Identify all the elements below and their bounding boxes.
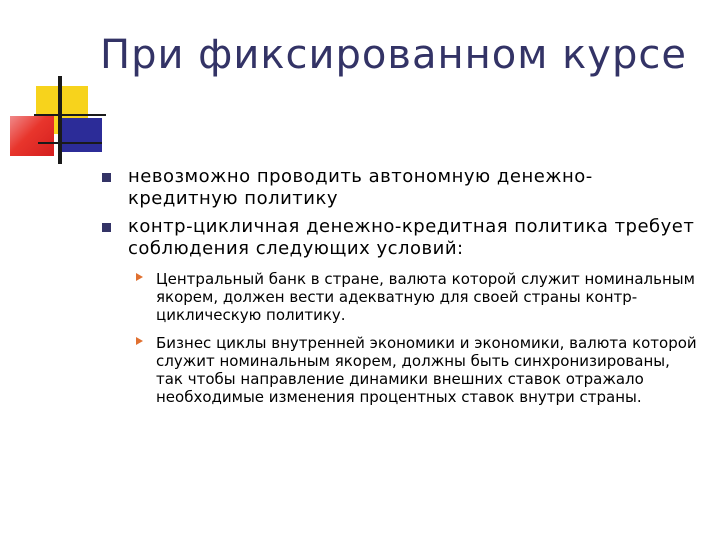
bullet-text: контр-цикличная денежно-кредитная политика требует соблюдения следующих условий: — [128, 216, 695, 259]
sub-bullet-text: Центральный банк в стране, валюта которой служит номинальным якорем, должен вести адекватную для своей страны контр-циклическую политику. — [156, 270, 695, 324]
bullet-list — [100, 166, 700, 260]
square-bullet-icon — [102, 223, 111, 232]
logo-blue-square — [62, 118, 102, 152]
bullet-text: невозможно проводить автономную денежно-кредитную политику — [128, 166, 593, 209]
arrow-bullet-icon — [136, 273, 143, 281]
logo-horizontal-line — [34, 114, 106, 116]
logo-red-square — [10, 116, 54, 156]
slide-title: При фиксированном курсе — [100, 32, 687, 78]
sub-bullet-text: Бизнес циклы внутренней экономики и экономики, валюта которой служит номинальным якорем, должны быть синхронизированы, так чтобы направление динамики внешних ставок отражало необходимые изменения процентных ставок внутри страны. — [156, 334, 697, 406]
sub-bullet-item — [100, 334, 700, 406]
bullet-item — [100, 216, 700, 260]
sub-bullet-item — [100, 270, 700, 324]
sub-bullet-list — [100, 270, 700, 406]
arrow-bullet-icon — [136, 337, 143, 345]
square-bullet-icon — [102, 173, 111, 182]
logo-horizontal-line-lower — [38, 142, 102, 144]
bullet-item — [100, 166, 700, 210]
logo-vertical-line — [58, 76, 62, 164]
slide-content — [100, 166, 700, 410]
decorative-squares-logo — [8, 76, 108, 166]
